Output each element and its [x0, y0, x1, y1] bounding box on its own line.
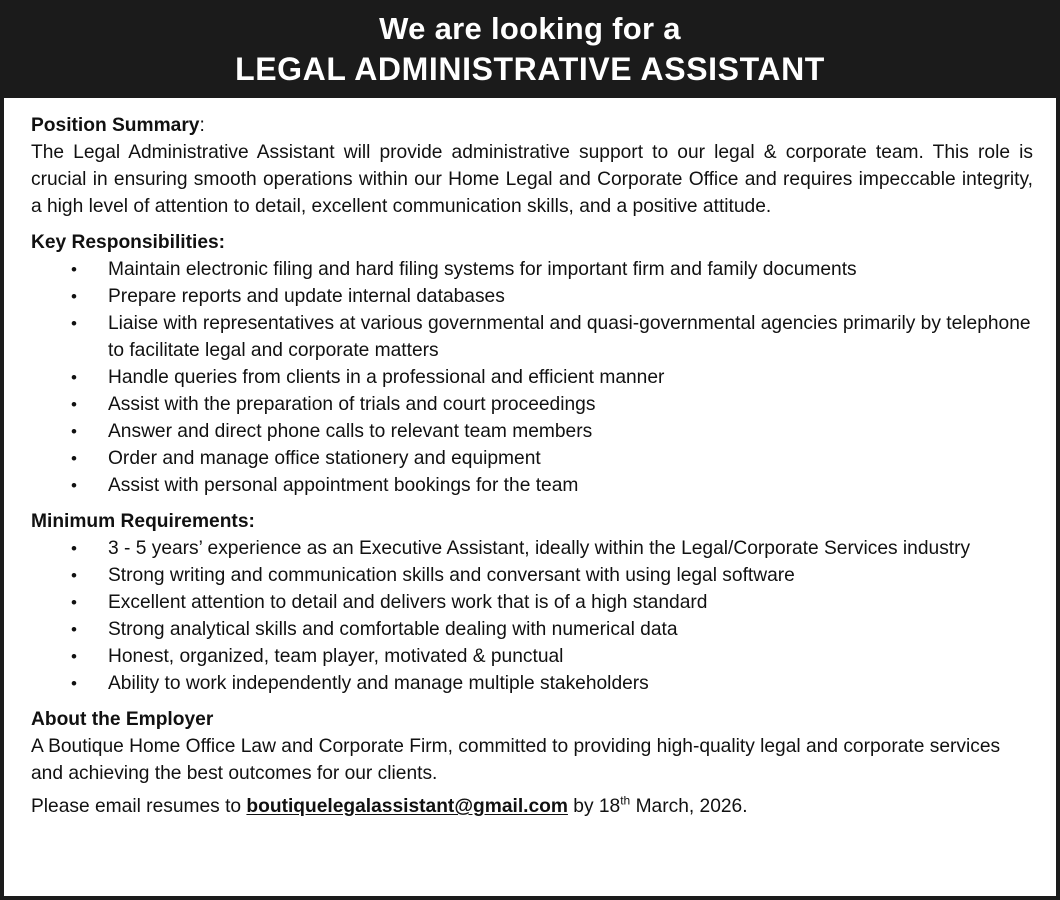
list-item: [71, 391, 1033, 418]
bullet-icon: •: [71, 287, 77, 306]
list-item-text: Answer and direct phone calls to relevant team members: [108, 421, 593, 442]
minimum-requirements-heading: Minimum Requirements:: [31, 511, 255, 532]
list-item: [71, 310, 1033, 364]
list-item-text: Prepare reports and update internal databases: [108, 286, 505, 307]
bullet-icon: •: [71, 368, 77, 387]
list-item-text: Assist with personal appointment bookings for the team: [108, 475, 579, 496]
apply-deadline: by 18: [567, 796, 621, 817]
application-instructions: [31, 793, 1033, 820]
list-item: [71, 256, 1033, 283]
list-item: [71, 562, 1033, 589]
bullet-icon: •: [71, 566, 77, 585]
bullet-icon: •: [71, 395, 77, 414]
bullet-icon: •: [71, 620, 77, 639]
key-responsibilities-list: [31, 256, 1033, 499]
list-item: [71, 445, 1033, 472]
position-summary-colon: :: [199, 115, 205, 136]
bullet-icon: •: [71, 593, 77, 612]
list-item: [71, 472, 1033, 499]
job-title: LEGAL ADMINISTRATIVE ASSISTANT: [235, 51, 825, 87]
position-summary-text: The Legal Administrative Assistant will provide administrative support to our legal & corporate team. This role is crucial in ensuring smooth operations within our Home Legal and Corporate Office and requires impeccable integrity, a high level of attention to detail, excellent communication skills, and a positive attitude.: [31, 142, 1033, 217]
bullet-icon: •: [71, 674, 77, 693]
header-banner: [4, 0, 1056, 98]
minimum-requirements-list: [31, 535, 1033, 697]
email-link[interactable]: boutiquelegalassistant@gmail.com: [246, 796, 568, 817]
content-panel: [4, 98, 1056, 896]
list-item-text: Liaise with representatives at various governmental and quasi-governmental agencies primarily by telephone to facilitate legal and corporate matters: [108, 313, 1031, 361]
bullet-icon: •: [71, 476, 77, 495]
list-item: [71, 364, 1033, 391]
apply-prefix: Please email resumes to: [31, 796, 247, 817]
list-item-text: Honest, organized, team player, motivated & punctual: [108, 646, 564, 667]
list-item-text: Handle queries from clients in a professional and efficient manner: [108, 367, 665, 388]
list-item-text: Excellent attention to detail and delivers work that is of a high standard: [108, 592, 708, 613]
about-employer-heading: About the Employer: [31, 709, 214, 730]
list-item-text: Order and manage office stationery and equipment: [108, 448, 541, 469]
bullet-icon: •: [71, 539, 77, 558]
list-item: [71, 616, 1033, 643]
bullet-icon: •: [71, 449, 77, 468]
bullet-icon: •: [71, 647, 77, 666]
deadline-ordinal: th: [620, 793, 631, 808]
position-summary-heading: [31, 112, 1033, 139]
list-item: [71, 643, 1033, 670]
list-item: [71, 418, 1033, 445]
bullet-icon: •: [71, 260, 77, 279]
about-employer-text: A Boutique Home Office Law and Corporate Firm, committed to providing high-quality legal and corporate services and achieving the best outcomes for our clients.: [31, 736, 1001, 784]
list-item: [71, 535, 1033, 562]
list-item-text: 3 - 5 years’ experience as an Executive Assistant, ideally within the Legal/Corporate Services industry: [108, 538, 971, 559]
list-item-text: Strong analytical skills and comfortable dealing with numerical data: [108, 619, 678, 640]
key-responsibilities-heading: Key Responsibilities:: [31, 232, 226, 253]
list-item: [71, 670, 1033, 697]
list-item-text: Maintain electronic filing and hard filing systems for important firm and family documents: [108, 259, 857, 280]
list-item-text: Ability to work independently and manage multiple stakeholders: [108, 673, 649, 694]
list-item: [71, 283, 1033, 310]
bullet-icon: •: [71, 314, 77, 333]
list-item-text: Strong writing and communication skills and conversant with using legal software: [108, 565, 795, 586]
header-line-1: We are looking for a: [379, 11, 681, 46]
apply-deadline-date: March, 2026.: [630, 796, 748, 817]
list-item-text: Assist with the preparation of trials and court proceedings: [108, 394, 596, 415]
position-summary-title: Position Summary: [31, 115, 200, 136]
list-item: [71, 589, 1033, 616]
bullet-icon: •: [71, 422, 77, 441]
